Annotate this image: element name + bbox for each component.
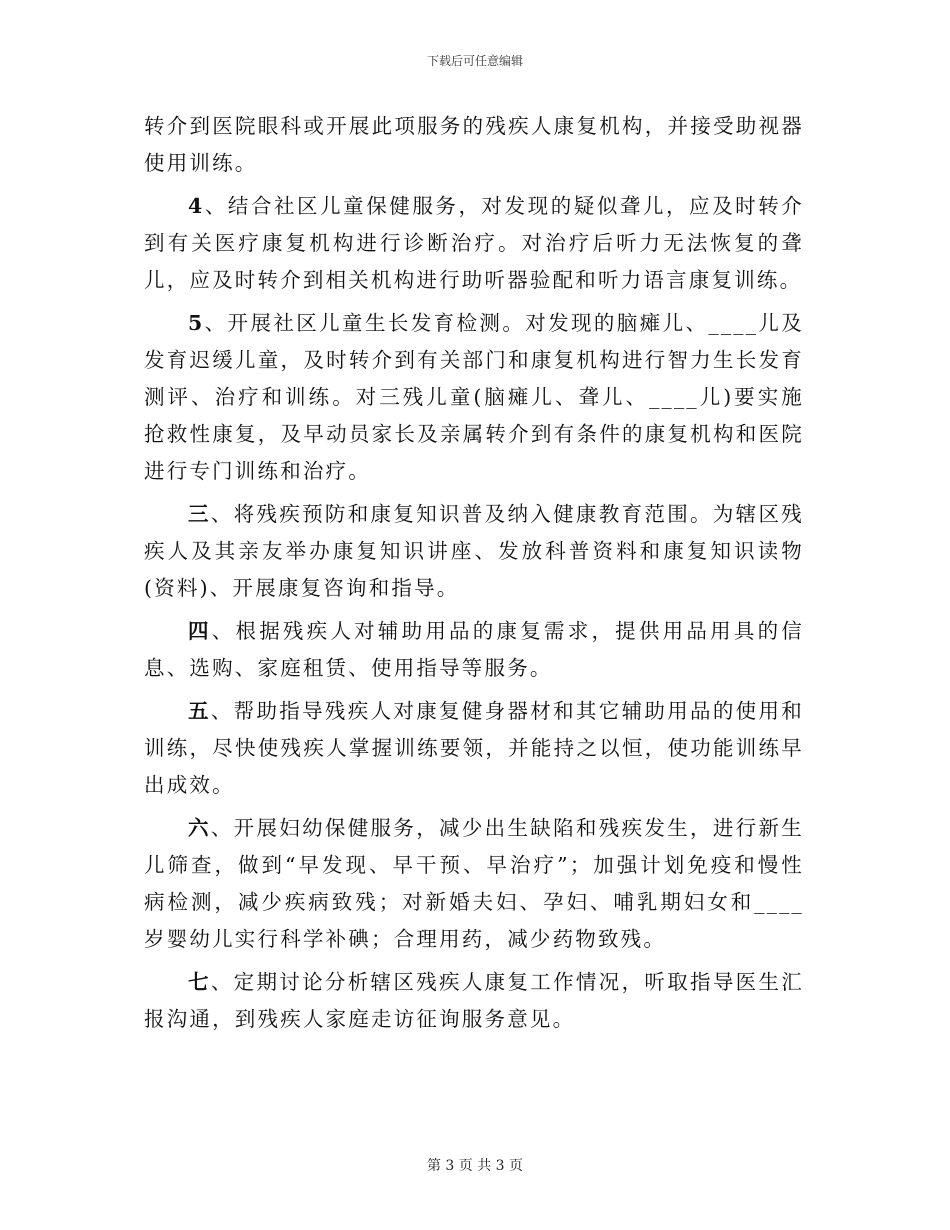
- section-number: 三: [188, 502, 211, 526]
- item-number: 5: [188, 311, 205, 335]
- paragraph-text: 、定期讨论分析辖区残疾人康复工作情况，听取指导医生汇报沟通，到残疾人家庭走访征询服务意见。: [144, 970, 805, 1031]
- section-number: 七: [188, 970, 211, 994]
- paragraph-text: 转介到医院眼科或开展此项服务的残疾人康复机构，并接受助视器使用训练。: [144, 114, 804, 175]
- paragraph-text: 、开展妇幼保健服务，减少出生缺陷和残疾发生，进行新生儿筛查，做到“早发现、早干预、早治疗”；加强计划免疫和慢性病检测，减少疾病致残；对新婚夫妇、孕妇、哺乳期妇女和____岁婴幼儿实行科学补碘；合理用药，减少药物致残。: [144, 816, 805, 951]
- item-number: 4: [188, 194, 205, 218]
- section-number: 四: [188, 619, 212, 643]
- paragraph-text: 、帮助指导残疾人对康复健身器材和其它辅助用品的使用和训练，尽快使残疾人掌握训练要领，并能持之以恒，使功能训练早出成效。: [144, 699, 805, 797]
- paragraph-section-6: [144, 810, 804, 958]
- paragraph-section-4: [144, 613, 804, 687]
- section-number: 六: [188, 816, 211, 840]
- paragraph-item-5: [144, 305, 804, 490]
- paragraph-continuation: [144, 108, 804, 182]
- paragraph-section-7: [144, 964, 804, 1038]
- paragraph-text: 、开展社区儿童生长发育检测。对发现的脑瘫儿、____儿及发育迟缓儿童，及时转介到有关部门和康复机构进行智力生长发育测评、治疗和训练。对三残儿童(脑瘫儿、聋儿、____儿)要实施抢救性康复，及早动员家长及亲属转介到有条件的康复机构和医院进行专门训练和治疗。: [144, 311, 804, 483]
- page-header: 下载后可任意编辑: [426, 54, 523, 68]
- page-number-footer: 第 3 页 共 3 页: [426, 1158, 524, 1174]
- paragraph-text: 、结合社区儿童保健服务，对发现的疑似聋儿，应及时转介到有关医疗康复机构进行诊断治疗。对治疗后听力无法恢复的聋儿，应及时转介到相关机构进行助听器验配和听力语言康复训练。: [144, 194, 804, 292]
- paragraph-text: 、根据残疾人对辅助用品的康复需求，提供用品用具的信息、选购、家庭租赁、使用指导等服务。: [144, 619, 804, 680]
- paragraph-section-5: [144, 693, 804, 804]
- paragraph-text: 、将残疾预防和康复知识普及纳入健康教育范围。为辖区残疾人及其亲友举办康复知识讲座、发放科普资料和康复知识读物(资料)、开展康复咨询和指导。: [144, 502, 805, 600]
- section-number: 五: [188, 699, 211, 723]
- paragraph-item-4: [144, 188, 804, 299]
- document-body: [144, 108, 804, 1044]
- paragraph-section-3: [144, 496, 804, 607]
